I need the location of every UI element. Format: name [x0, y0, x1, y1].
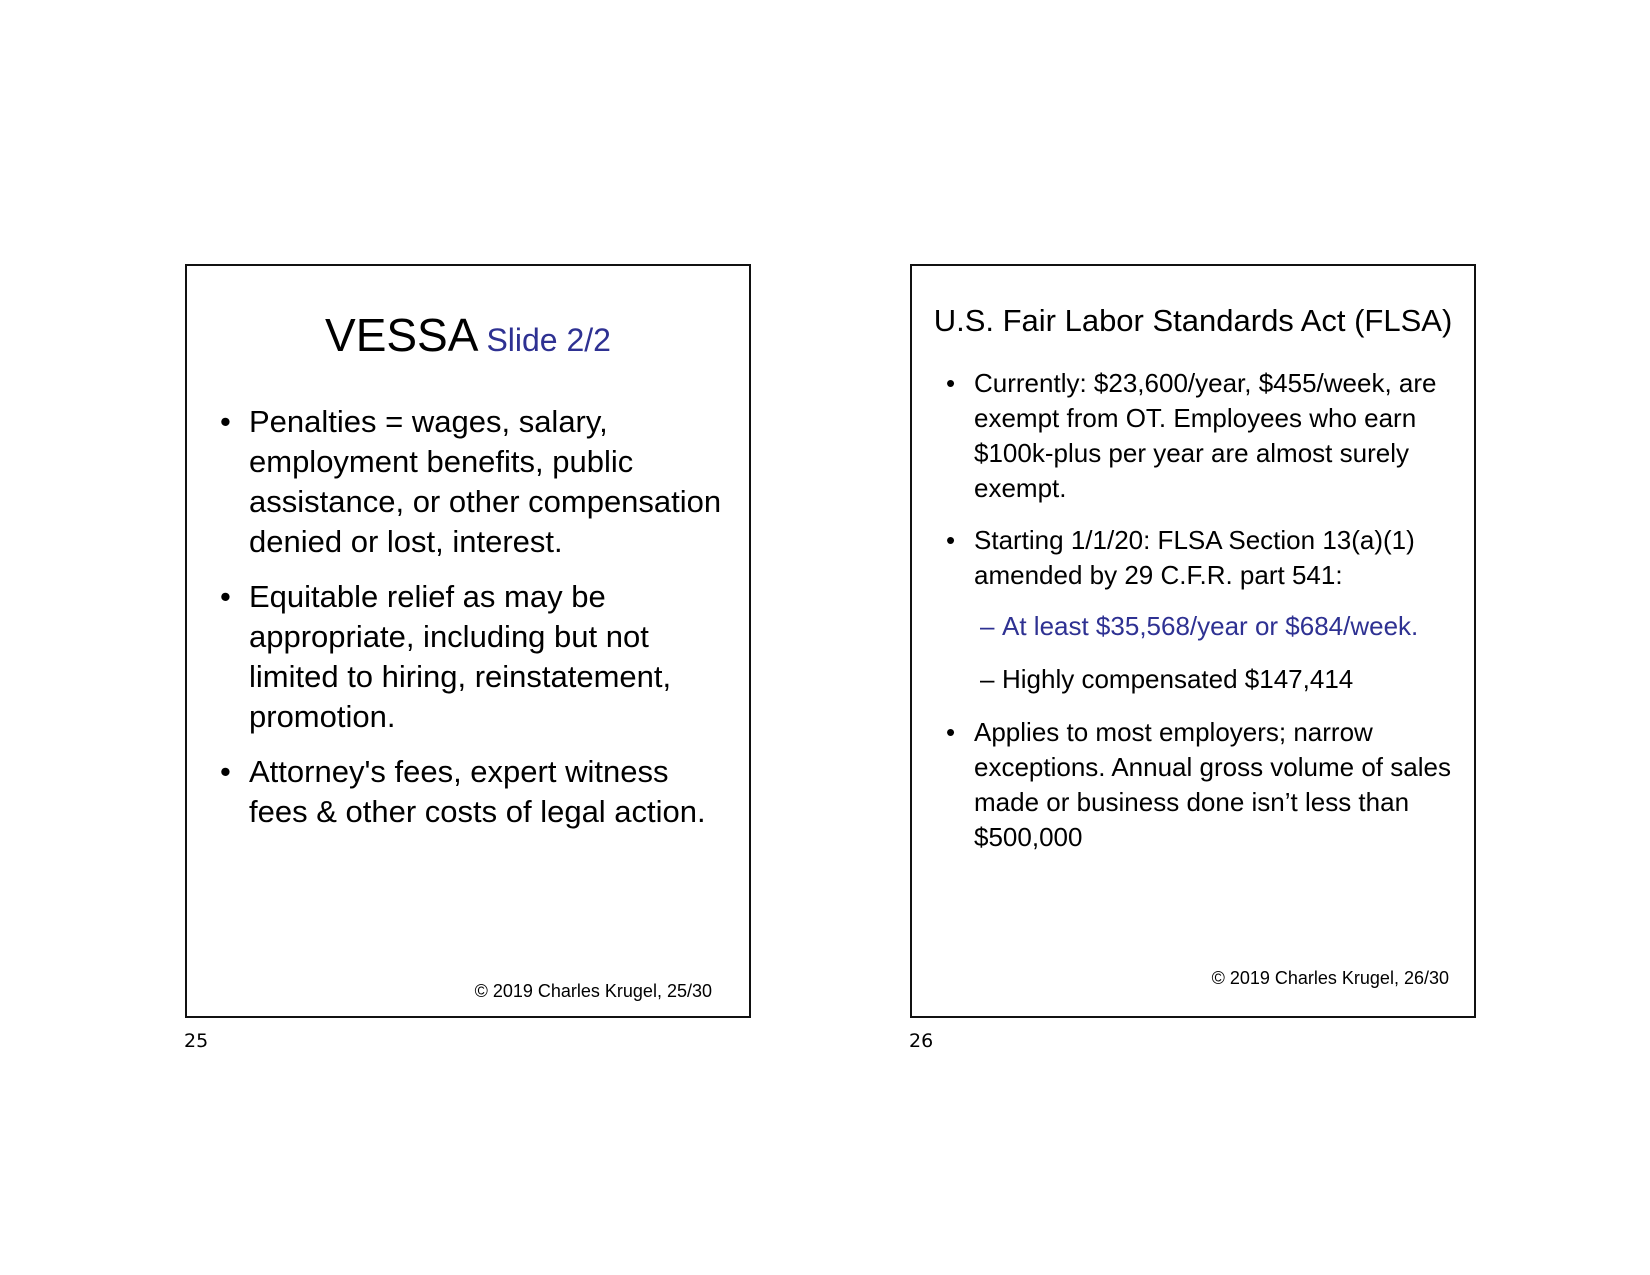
bullet-text: Starting 1/1/20: FLSA Section 13(a)(1) amended by 29 C.F.R. part 541:: [974, 525, 1415, 590]
sub-list-item: [974, 609, 1454, 644]
bullet-text: Applies to most employers; narrow exceptions. Annual gross volume of sales made or business done isn’t less than $500,000: [974, 717, 1451, 852]
page-number: 25: [184, 1030, 209, 1052]
sub-bullet-list: [974, 609, 1454, 697]
bullet-icon: •: [220, 579, 231, 614]
slide-25: [185, 264, 751, 1018]
sub-bullet-text: Highly compensated $147,414: [1002, 664, 1354, 694]
bullet-icon: •: [946, 368, 956, 398]
list-item: [946, 523, 1454, 697]
list-item: [220, 577, 729, 737]
bullet-text: Penalties = wages, salary, employment benefits, public assistance, or other compensation denied or lost, interest.: [249, 404, 722, 559]
page-number: 26: [909, 1030, 934, 1052]
slide-title-main: VESSA: [325, 309, 479, 361]
dash-icon: –: [980, 664, 995, 694]
bullet-text: Equitable relief as may be appropriate, including but not limited to hiring, reinstatement, promotion.: [249, 579, 672, 734]
bullet-list: [946, 366, 1454, 872]
list-item: [220, 402, 729, 562]
bullet-icon: •: [946, 525, 956, 555]
sub-bullet-text: At least $35,568/year or $684/week.: [1002, 611, 1419, 641]
slide-title: U.S. Fair Labor Standards Act (FLSA): [933, 303, 1453, 338]
bullet-text: Currently: $23,600/year, $455/week, are exempt from OT. Employees who earn $100k-plus per year are almost surely exempt.: [974, 368, 1437, 503]
bullet-icon: •: [220, 754, 231, 789]
list-item: [220, 752, 729, 832]
bullet-icon: •: [946, 717, 956, 747]
bullet-icon: •: [220, 404, 231, 439]
sub-list-item: [974, 662, 1454, 697]
bullet-text: Attorney's fees, expert witness fees & other costs of legal action.: [249, 754, 706, 829]
list-item: [946, 366, 1454, 506]
slide-26: [910, 264, 1476, 1018]
bullet-list: [220, 402, 729, 847]
dash-icon: –: [980, 611, 995, 641]
slide-footer: © 2019 Charles Krugel, 25/30: [474, 981, 712, 1001]
list-item: [946, 715, 1454, 855]
slide-footer: © 2019 Charles Krugel, 26/30: [1211, 968, 1449, 988]
slide-title: [187, 308, 749, 362]
slide-title-subtitle: Slide 2/2: [486, 322, 611, 358]
